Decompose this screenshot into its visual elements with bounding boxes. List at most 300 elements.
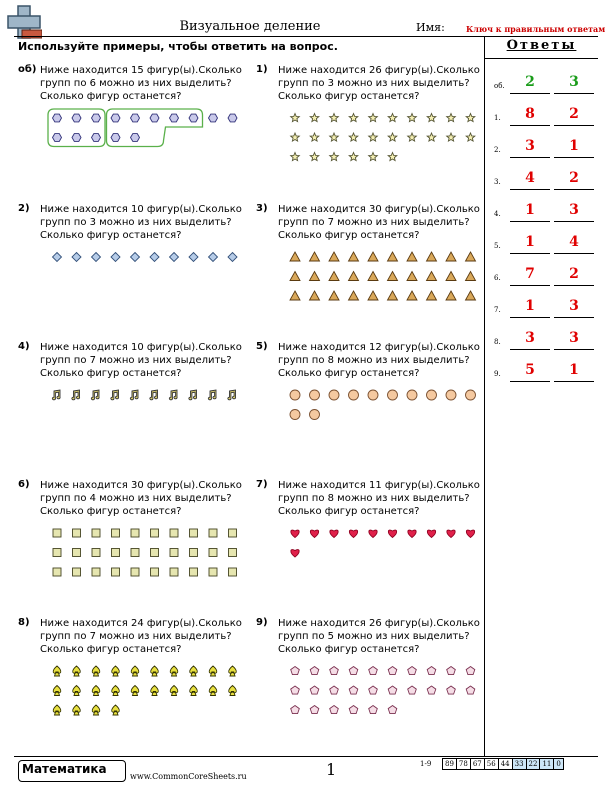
pentagon-icon [349,706,358,714]
square-icon [229,549,237,557]
pentagon-icon [349,667,358,675]
circle-icon [427,390,437,400]
answer-remainder-value: 3 [569,202,579,218]
score-table [442,758,564,770]
answer-groups-value: 7 [525,266,535,282]
spade-icon [53,686,61,696]
problem-number: 4) [18,341,30,352]
problem-text: Ниже находится 26 фигур(ы).Сколько групп по 3 можно из них выделить? Сколько фигур останется? [278,65,480,102]
answer-row-label: 4. [494,210,501,218]
diamond-icon [228,253,237,262]
triangle-icon [349,291,359,300]
square-icon [92,529,100,537]
triangle-icon [466,252,476,261]
math-logo-icon [6,4,42,40]
triangle-icon [290,272,300,281]
hexagon-icon [189,114,198,122]
answer-row [494,330,594,350]
square-icon [53,568,61,576]
triangle-icon [446,291,456,300]
star-icon [349,133,358,141]
star-icon [427,133,436,141]
pentagon-icon [291,706,300,714]
problem-text: Ниже находится 26 фигур(ы).Сколько групп по 5 можно из них выделить? Сколько фигур останется? [278,618,480,655]
pentagon-icon [408,686,417,694]
heart-icon [291,530,299,537]
spade-icon [170,686,178,696]
spade-icon [92,686,100,696]
hexagon-icon [111,134,120,142]
score-cell: 0 [554,759,563,770]
answer-remainder-value: 2 [569,170,579,186]
hexagon-icon [228,114,237,122]
spade-icon [53,666,61,676]
square-icon [190,529,198,537]
square-icon [209,549,217,557]
square-icon [73,529,81,537]
heart-icon [466,530,474,537]
diamond-icon [131,253,140,262]
answer-row-label: 3. [494,178,501,186]
triangle-icon [349,252,359,261]
answer-groups-value: 8 [525,106,535,122]
answer-remainder-value: 3 [569,298,579,314]
triangle-icon [329,272,339,281]
square-icon [170,529,178,537]
pentagon-icon [466,686,475,694]
triangle-icon [427,252,437,261]
score-cell: 78 [456,759,470,770]
answer-groups-value: 3 [525,330,535,346]
pentagon-icon [427,686,436,694]
shape-grid [18,108,248,188]
triangle-icon [407,252,417,261]
square-icon [190,568,198,576]
star-icon [310,153,319,161]
star-icon [291,114,300,122]
circle-icon [368,390,378,400]
hexagon-icon [92,134,101,142]
spade-icon [229,686,237,696]
answer-groups-value: 3 [525,138,535,154]
note-icon [52,390,60,400]
spade-icon [151,686,159,696]
pentagon-icon [310,686,319,694]
star-icon [330,133,339,141]
square-icon [92,549,100,557]
diamond-icon [150,253,159,262]
star-icon [447,133,456,141]
triangle-icon [388,272,398,281]
hexagon-icon [92,114,101,122]
star-icon [310,114,319,122]
pentagon-icon [427,667,436,675]
answer-remainder-value: 1 [569,138,579,154]
answer-line [510,221,550,222]
star-icon [369,133,378,141]
answer-line [510,125,550,126]
note-icon [169,390,177,400]
answer-line [554,317,594,318]
pentagon-icon [369,686,378,694]
answers-title-rule [485,58,598,59]
spade-icon [190,666,198,676]
note-icon [189,390,197,400]
pentagon-icon [291,667,300,675]
star-icon [427,114,436,122]
answer-line [554,285,594,286]
hexagon-icon [131,114,140,122]
diamond-icon [53,253,62,262]
star-icon [388,153,397,161]
hexagon-icon [72,134,81,142]
name-label: Имя: [416,21,445,34]
shape-grid [256,523,486,603]
page-number: 1 [326,760,337,779]
star-icon [466,133,475,141]
note-icon [72,390,80,400]
spade-icon [53,705,61,715]
pentagon-icon [349,686,358,694]
triangle-icon [407,291,417,300]
problem-number: 7) [256,479,268,490]
square-icon [131,568,139,576]
answer-line [554,157,594,158]
triangle-icon [388,252,398,261]
square-icon [112,529,120,537]
spade-icon [170,666,178,676]
square-icon [53,529,61,537]
square-icon [131,529,139,537]
score-cell: 89 [443,759,457,770]
circle-icon [290,390,300,400]
diamond-icon [72,253,81,262]
problem-number: 2) [18,203,30,214]
triangle-icon [446,252,456,261]
answer-key-label: Ключ к правильным ответам [466,24,606,34]
answer-remainder-value: 2 [569,266,579,282]
hexagon-icon [131,134,140,142]
answer-row-label: 1. [494,114,501,122]
problem-number: 6) [18,479,30,490]
hexagon-icon [209,114,218,122]
pentagon-icon [310,667,319,675]
note-icon [130,390,138,400]
spade-icon [229,666,237,676]
triangle-icon [329,291,339,300]
answer-line [510,189,550,190]
answer-line [554,125,594,126]
triangle-icon [349,272,359,281]
square-icon [151,568,159,576]
answer-row [494,234,594,254]
heart-icon [330,530,338,537]
answer-remainder-value: 2 [569,106,579,122]
answer-line [554,189,594,190]
answer-groups-value: 4 [525,170,535,186]
answer-row [494,266,594,286]
heart-icon [388,530,396,537]
pentagon-icon [369,706,378,714]
answer-row [494,298,594,318]
answer-row [494,106,594,126]
answer-row [494,202,594,222]
spade-icon [92,705,100,715]
heart-icon [369,530,377,537]
circle-icon [388,390,398,400]
heart-icon [310,530,318,537]
shape-grid [256,247,486,327]
hexagon-icon [170,114,179,122]
hexagon-icon [111,114,120,122]
spade-icon [112,705,120,715]
circle-icon [349,390,359,400]
pentagon-icon [291,686,300,694]
spade-icon [190,686,198,696]
star-icon [310,133,319,141]
problem-text: Ниже находится 24 фигур(ы).Сколько групп по 7 можно из них выделить? Сколько фигур останется? [40,618,242,655]
diamond-icon [170,253,179,262]
triangle-icon [290,252,300,261]
heart-icon [447,530,455,537]
answer-row-label: 6. [494,274,501,282]
square-icon [170,549,178,557]
square-icon [112,568,120,576]
square-icon [151,549,159,557]
pentagon-icon [330,667,339,675]
instructions: Используйте примеры, чтобы ответить на вопрос. [18,40,338,53]
triangle-icon [290,291,300,300]
spade-icon [131,686,139,696]
footer-site: www.CommonCoreSheets.ru [130,772,247,781]
circle-icon [407,390,417,400]
star-icon [349,153,358,161]
triangle-icon [427,272,437,281]
note-icon [208,390,216,400]
answer-row-label: 5. [494,242,501,250]
star-icon [369,153,378,161]
spade-icon [209,666,217,676]
spade-icon [209,686,217,696]
triangle-icon [368,272,378,281]
star-icon [388,114,397,122]
hexagon-icon [53,114,62,122]
star-icon [388,133,397,141]
answer-remainder-value: 4 [569,234,579,250]
square-icon [170,568,178,576]
circle-icon [466,390,476,400]
hexagon-icon [150,114,159,122]
pentagon-icon [388,706,397,714]
triangle-icon [368,291,378,300]
score-range-label: 1-9 [420,760,432,768]
problem-text: Ниже находится 12 фигур(ы).Сколько групп по 8 можно из них выделить? Сколько фигур останется? [278,342,480,379]
answer-line [554,93,594,94]
triangle-icon [466,291,476,300]
score-cell: 44 [498,759,512,770]
footer-logo-text: Математика [22,762,107,776]
shape-grid [256,385,486,465]
circle-icon [310,390,320,400]
answer-row-label: 7. [494,306,501,314]
note-icon [150,390,158,400]
spade-icon [73,666,81,676]
answer-row [494,362,594,382]
square-icon [73,568,81,576]
answer-line [554,221,594,222]
answer-line [510,381,550,382]
problem-number: 5) [256,341,268,352]
triangle-icon [427,291,437,300]
answer-line [510,253,550,254]
square-icon [151,529,159,537]
pentagon-icon [369,667,378,675]
square-icon [209,568,217,576]
heart-icon [349,530,357,537]
answer-line [510,317,550,318]
shape-grid [256,108,486,188]
star-icon [466,114,475,122]
problem-number: об) [18,64,37,75]
star-icon [349,114,358,122]
answer-remainder-value: 3 [569,74,579,90]
spade-icon [112,666,120,676]
answers-title: Ответы [506,38,577,53]
circle-icon [310,410,320,420]
star-icon [291,153,300,161]
score-cell: 56 [484,759,498,770]
circle-icon [329,390,339,400]
triangle-icon [407,272,417,281]
note-icon [228,390,236,400]
problem-text: Ниже находится 15 фигур(ы).Сколько групп по 6 можно из них выделить? Сколько фигур останется? [40,65,242,102]
answer-row-label: об. [494,82,505,90]
answer-groups-value: 1 [525,298,535,314]
circle-icon [290,410,300,420]
star-icon [330,114,339,122]
star-icon [408,133,417,141]
heart-icon [408,530,416,537]
triangle-icon [310,272,320,281]
pentagon-icon [408,667,417,675]
square-icon [73,549,81,557]
star-icon [369,114,378,122]
circle-icon [446,390,456,400]
heart-icon [427,530,435,537]
diamond-icon [189,253,198,262]
problem-text: Ниже находится 10 фигур(ы).Сколько групп по 7 можно из них выделить? Сколько фигур останется? [40,342,242,379]
diamond-icon [111,253,120,262]
answer-line [510,93,550,94]
shape-grid [18,523,248,603]
footer-divider [14,756,598,757]
answer-groups-value: 2 [525,74,535,90]
spade-icon [73,705,81,715]
star-icon [408,114,417,122]
diamond-icon [209,253,218,262]
answer-line [554,381,594,382]
answer-line [554,253,594,254]
answer-row-label: 2. [494,146,501,154]
triangle-icon [466,272,476,281]
pentagon-icon [466,667,475,675]
header-divider [14,36,598,37]
triangle-icon [368,252,378,261]
triangle-icon [329,252,339,261]
score-cell: 22 [526,759,540,770]
pentagon-icon [447,667,456,675]
diamond-icon [92,253,101,262]
answer-line [510,285,550,286]
page-title: Визуальное деление [179,19,321,34]
note-icon [111,390,119,400]
square-icon [131,549,139,557]
problem-number: 1) [256,64,268,75]
spade-icon [112,686,120,696]
pentagon-icon [330,686,339,694]
pentagon-icon [388,667,397,675]
note-icon [91,390,99,400]
square-icon [112,549,120,557]
problem-number: 3) [256,203,268,214]
spade-icon [151,666,159,676]
shape-grid [18,247,248,327]
pentagon-icon [388,686,397,694]
answer-line [510,349,550,350]
shape-grid [18,385,248,465]
score-cell: 33 [512,759,526,770]
triangle-icon [388,291,398,300]
answer-remainder-value: 3 [569,330,579,346]
problem-number: 9) [256,617,268,628]
spade-icon [131,666,139,676]
problem-text: Ниже находится 11 фигур(ы).Сколько групп по 8 можно из них выделить? Сколько фигур останется? [278,480,480,517]
problem-text: Ниже находится 30 фигур(ы).Сколько групп по 4 можно из них выделить? Сколько фигур останется? [40,480,242,517]
pentagon-icon [447,686,456,694]
answer-groups-value: 1 [525,234,535,250]
square-icon [53,549,61,557]
hexagon-icon [53,134,62,142]
hexagon-icon [72,114,81,122]
problem-text: Ниже находится 10 фигур(ы).Сколько групп по 3 можно из них выделить? Сколько фигур останется? [40,204,242,241]
star-icon [291,133,300,141]
pentagon-icon [310,706,319,714]
shape-grid [18,661,248,741]
square-icon [209,529,217,537]
answer-row [494,74,594,94]
score-cell: 67 [470,759,484,770]
spade-icon [73,686,81,696]
square-icon [190,549,198,557]
problem-text: Ниже находится 30 фигур(ы).Сколько групп по 7 можно из них выделить? Сколько фигур останется? [278,204,480,241]
problem-number: 8) [18,617,30,628]
square-icon [92,568,100,576]
answer-row-label: 8. [494,338,501,346]
spade-icon [92,666,100,676]
heart-icon [291,550,299,557]
shape-grid [256,661,486,741]
square-icon [229,529,237,537]
answer-row [494,170,594,190]
triangle-icon [446,272,456,281]
square-icon [229,568,237,576]
star-icon [447,114,456,122]
answer-groups-value: 5 [525,362,535,378]
answer-line [554,349,594,350]
answer-row [494,138,594,158]
answer-row-label: 9. [494,370,501,378]
triangle-icon [310,291,320,300]
